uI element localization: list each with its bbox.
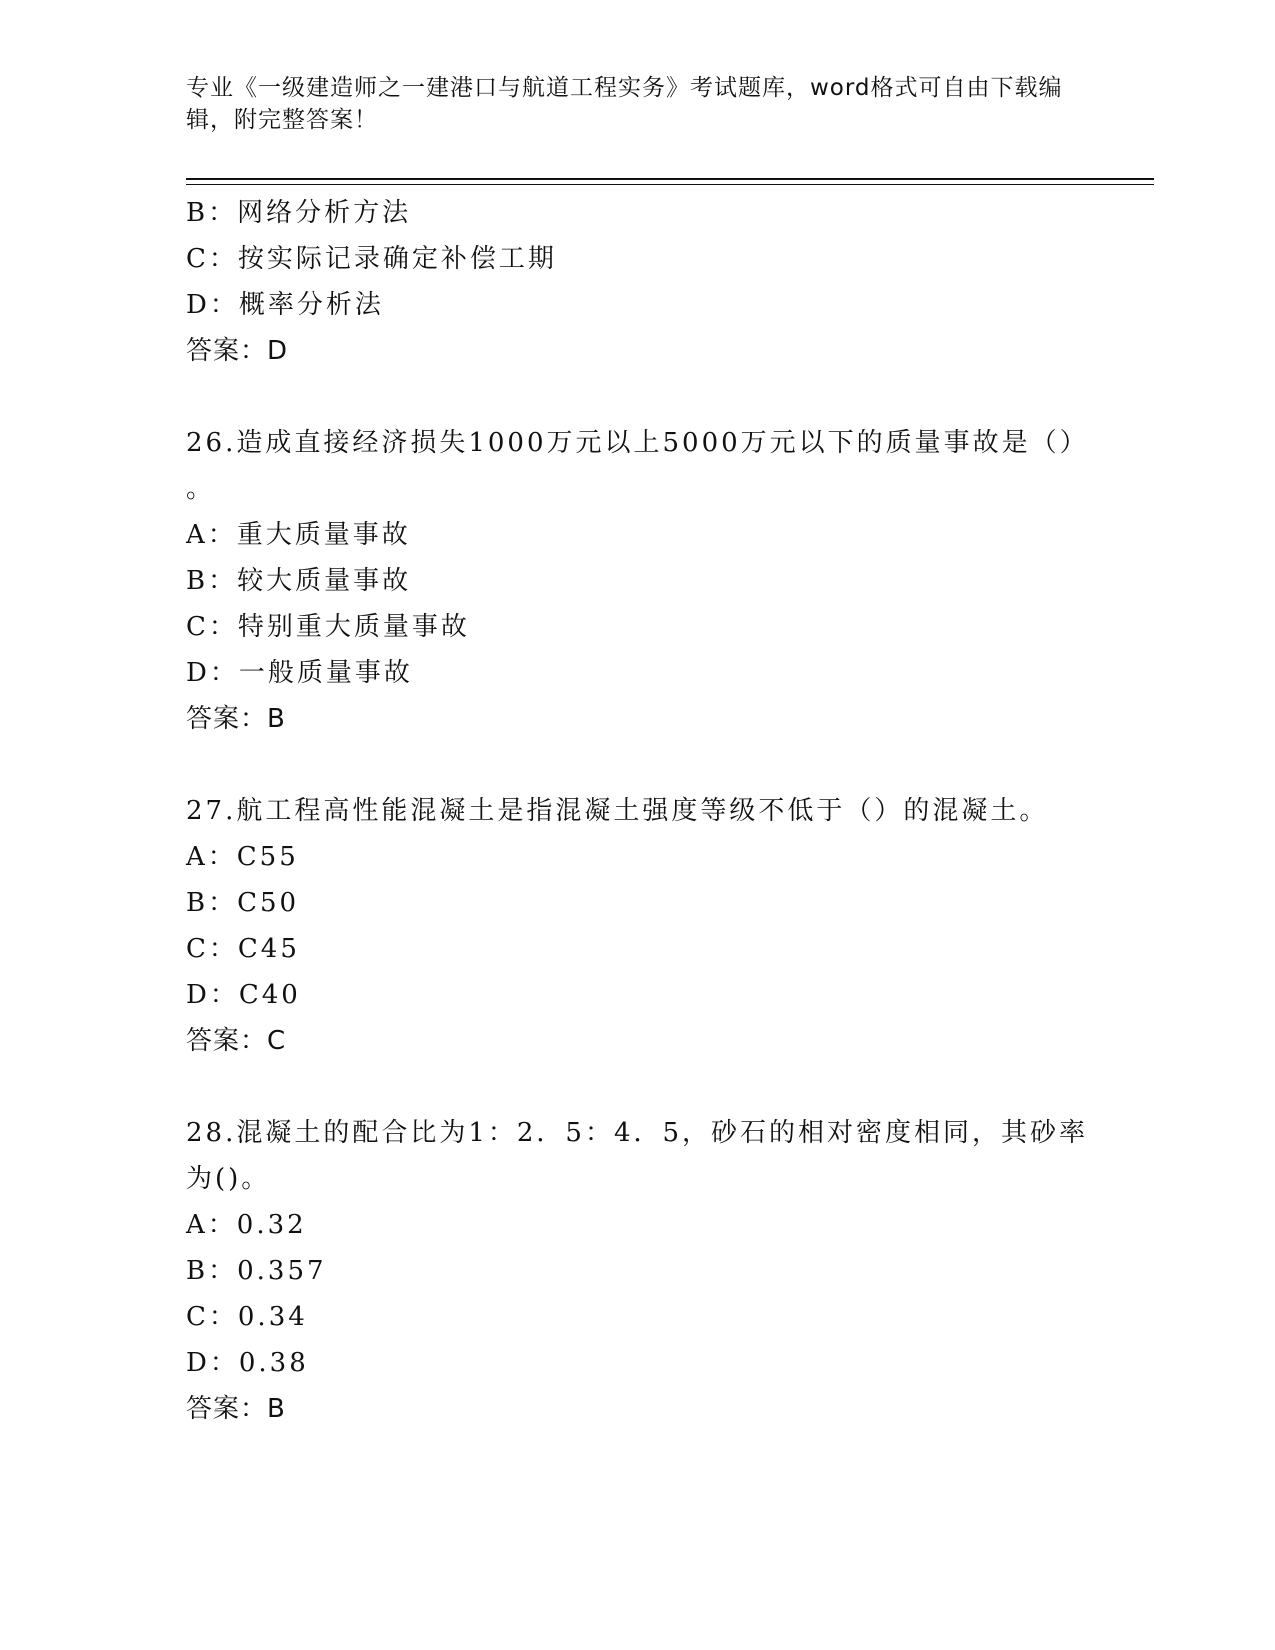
question-stem: 28.混凝土的配合比为1：2．5：4．5，砂石的相对密度相同，其砂率	[186, 1118, 1089, 1148]
option-d: D：0.38	[186, 1348, 309, 1378]
question-27	[186, 788, 1066, 1064]
answer-line: 答案：B	[186, 704, 286, 734]
option-c: C：按实际记录确定补偿工期	[186, 244, 557, 274]
option-a: A：0.32	[186, 1210, 307, 1240]
answer-line: 答案：D	[186, 336, 289, 366]
option-c: C：特别重大质量事故	[186, 612, 470, 642]
document-header: 专业《一级建造师之一建港口与航道工程实务》考试题库，word格式可自由下载编辑，附完整答案！	[186, 75, 1063, 133]
option-d: D：C40	[186, 980, 301, 1010]
option-b: B：网络分析方法	[186, 198, 412, 228]
question-26	[186, 420, 1089, 742]
option-c: C：C45	[186, 934, 300, 964]
answer-line: 答案：C	[186, 1026, 287, 1056]
header-divider-thin	[186, 184, 1154, 185]
prev-question-block	[186, 190, 1066, 374]
question-stem: 27.航工程高性能混凝土是指混凝土强度等级不低于（）的混凝土。	[186, 796, 1049, 826]
option-d: D：一般质量事故	[186, 658, 413, 688]
spacer	[186, 742, 1066, 788]
option-b: B：C50	[186, 888, 300, 918]
question-28	[186, 1110, 1089, 1432]
option-d: D：概率分析法	[186, 290, 384, 320]
header-divider-thick	[186, 178, 1154, 180]
answer-line: 答案：B	[186, 1394, 286, 1424]
option-a: A：C55	[186, 842, 299, 872]
question-stem-cont: 为()。	[186, 1164, 271, 1194]
option-b: B：0.357	[186, 1256, 327, 1286]
option-c: C：0.34	[186, 1302, 308, 1332]
option-b: B：较大质量事故	[186, 566, 412, 596]
question-stem: 26.造成直接经济损失1000万元以上5000万元以下的质量事故是（）	[186, 428, 1089, 458]
question-stem-cont: 。	[186, 474, 216, 504]
question-content	[186, 190, 1089, 1432]
spacer	[186, 1064, 1066, 1110]
option-a: A：重大质量事故	[186, 520, 411, 550]
spacer	[186, 374, 1066, 420]
